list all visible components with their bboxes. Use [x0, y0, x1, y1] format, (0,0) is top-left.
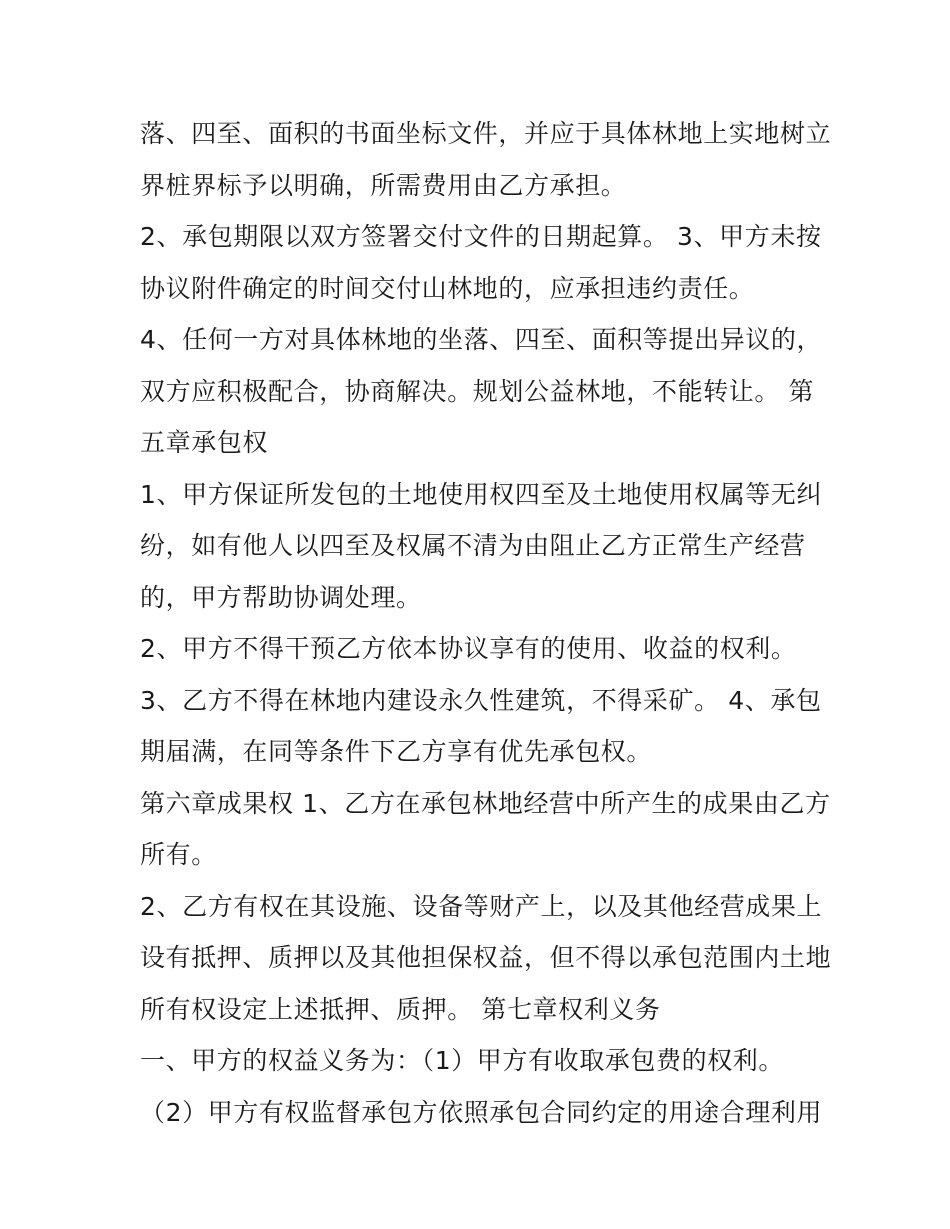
text-line: 2、乙方有权在其设施、设备等财产上，以及其他经营成果上 — [140, 891, 823, 921]
text-line: 所有权设定上述抵押、质押。 第七章权利义务 — [140, 994, 661, 1024]
text-line: 五章承包权 — [140, 428, 269, 457]
text-line: 一、甲方的权益义务为：（1）甲方有收取承包费的权利。 — [140, 1046, 785, 1075]
text-line: 的，甲方帮助协调处理。 — [140, 582, 422, 612]
text-line: 4、任何一方对具体林地的坐落、四至、面积等提出异议的， — [140, 325, 823, 354]
text-line: （2）甲方有权监督承包方依照承包合同约定的用途合理利用 — [140, 1097, 823, 1127]
text-line: 落、四至、面积的书面坐标文件，并应于具体林地上实地树立 — [140, 119, 832, 148]
text-line: 3、乙方不得在林地内建设永久性建筑，不得采矿。 4、承包 — [140, 685, 822, 715]
text-line: 所有。 — [140, 840, 217, 869]
text-line: 第六章成果权 1、乙方在承包林地经营中所产生的成果由乙方 — [140, 788, 831, 818]
text-line: 界桩界标予以明确，所需费用由乙方承担。 — [140, 170, 627, 200]
text-line: 协议附件确定的时间交付山林地的，应承担违约责任。 — [140, 273, 755, 303]
text-line: 纷，如有他人以四至及权属不清为由阻止乙方正常生产经营 — [140, 531, 806, 560]
text-line: 1、甲方保证所发包的土地使用权四至及土地使用权属等无纠 — [140, 479, 823, 509]
text-line: 2、承包期限以双方签署交付文件的日期起算。 3、甲方未按 — [140, 222, 822, 251]
text-line: 设有抵押、质押以及其他担保权益，但不得以承包范围内土地 — [140, 943, 832, 972]
text-line: 双方应积极配合，协商解决。规划公益林地，不能转让。 第 — [140, 376, 815, 406]
document-body — [140, 108, 832, 1138]
text-line: 2、甲方不得干预乙方依本协议享有的使用、收益的权利。 — [140, 634, 797, 663]
text-line: 期届满，在同等条件下乙方享有优先承包权。 — [140, 737, 653, 766]
